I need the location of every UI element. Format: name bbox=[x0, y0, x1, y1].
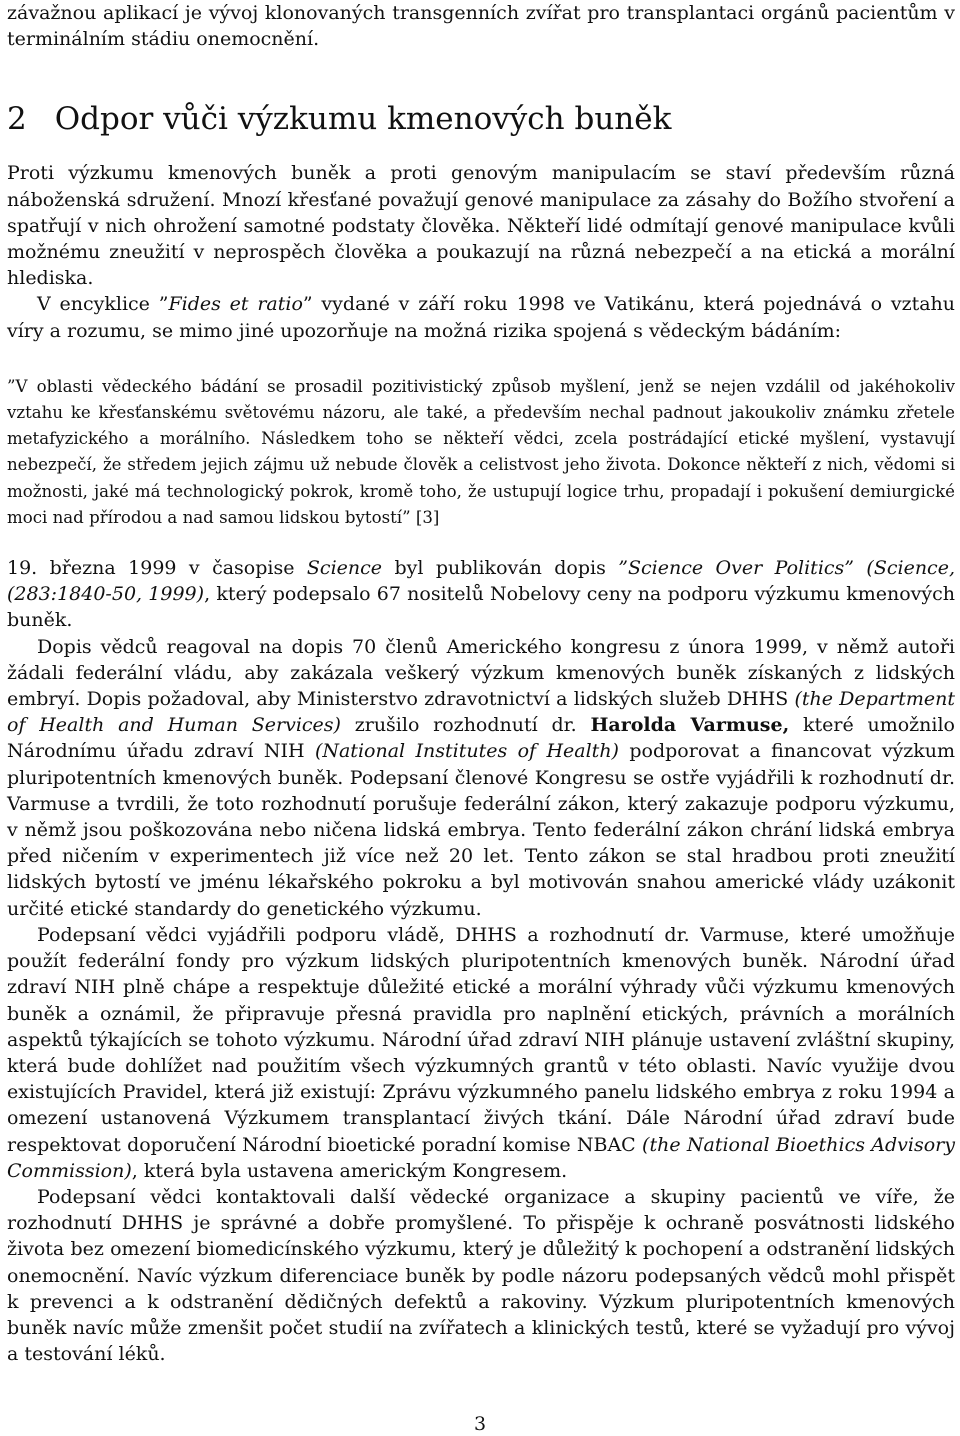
document-page bbox=[7, 0, 955, 1367]
p4-text-2: zrušilo rozhodnutí dr. bbox=[340, 714, 591, 737]
journal-name: Science bbox=[306, 557, 383, 580]
section-heading bbox=[7, 99, 955, 139]
intro-paragraph: závažnou aplikací je vývoj klonovaných transgenních zvířat pro transplantaci orgánů pacientům v terminálním stádiu onemocnění. bbox=[7, 2, 955, 51]
nbac-expansion: (the National Bioethics Advisory Commission) bbox=[7, 1133, 956, 1182]
section-title: Odpor vůči výzkumu kmenových buněk bbox=[54, 101, 672, 138]
p5-text-1: Podepsaní vědci vyjádřili podporu vládě, DHHS a rozhodnutí dr. Varmuse, které umožňuje použít federální fondy pro výzkum lidských pluripotentních kmenových buněk. Národní úřad zdraví NIH plně chápe a respektuje důležité etické a morální výhrady vůči výzkumu kmenových buněk a oznámil, že připravuje přesná pravidla pro naplnění etických, právních a morálních aspektů týkajících se tohoto výzkumu. Národní úřad zdraví NIH plánuje ustavení zvláštní skupiny, která bude dohlížet nad použitím všech výzkumných grantů v této oblasti. Navíc využije dvou existujících Pravidel, která již existují: Zprávu výzkumného panelu lidského embrya z roku 1994 a omezení ustanovená Výzkumem transplantací živých tkání. Dále Národní úřad zdraví bude respektovat doporučení Národní bioetické poradní komise NBAC bbox=[7, 923, 955, 1156]
paragraph-2 bbox=[7, 291, 955, 343]
p3-text-3: , který podepsalo 67 nositelů Nobelovy ceny na podporu výzkumu kmenových buněk. bbox=[7, 583, 955, 632]
p4-text-1: Dopis vědců reagoval na dopis 70 členů Amerického kongresu z února 1999, v němž autoři žádali federální vládu, aby zakázala veškerý výzkum kmenových buněk získaných z lidských embryí. Dopis požadoval, aby Ministerstvo zdravotnictví a lidských služeb DHHS bbox=[7, 635, 955, 711]
encyclical-quote: ”V oblasti vědeckého bádání se prosadil pozitivistický způsob myšlení, jenž se nejen vzdálil od jakéhokoliv vztahu ke křesťanskému světovému názoru, ale také, a především nechal padnout jakoukoliv známku zřetele metafyzického a morálního. Následkem toho se někteří vědci, zcela postrádající etické myšlení, vystavují nebezpečí, že středem jejich zájmu už nebude člověk a celistvost jeho života. Dokonce někteří z nich, vědomi si možnosti, jaké má technologický pokrok, kromě toho, že ustupují logice trhu, propadají i pokušení demiurgické moci nad přírodou a nad samou lidskou bytostí” [3] bbox=[7, 376, 955, 527]
p4-text-3: které umožnilo Národnímu úřadu zdraví NIH bbox=[7, 714, 955, 763]
paragraph-4 bbox=[7, 634, 955, 922]
section-number: 2 bbox=[7, 101, 27, 138]
p2-text-after: ” vydané v září roku 1998 ve Vatikánu, která pojednává o vztahu víry a rozumu, se mimo jiné upozorňuje na možná rizika spojená s vědeckým bádáním: bbox=[7, 293, 956, 342]
p2-text-before: V encyklice ” bbox=[37, 293, 169, 316]
nih-expansion: (National Institutes of Health) bbox=[314, 740, 619, 763]
paragraph-3 bbox=[7, 555, 955, 634]
dhhs-expansion: (the Department of Health and Human Services) bbox=[7, 688, 956, 737]
letter-citation: ”Science Over Politics” (Science, (283:1840-50, 1999) bbox=[7, 557, 955, 606]
p3-text-1: 19. března 1999 v časopise bbox=[7, 557, 307, 580]
paragraph-1: Proti výzkumu kmenových buněk a proti genovým manipulacím se staví především různá náboženská sdružení. Mnozí křesťané považují genové manipulace za zásahy do Božího stvoření a spatřují v nich ohrožení samotné podstaty člověka. Někteří lidé odmítají genové manipulace kvůli možnému zneužití v neprospěch člověka a poukazují na různá nebezpečí a na etická a morální hlediska. bbox=[7, 162, 955, 290]
page-number: 3 bbox=[473, 1413, 487, 1435]
p4-text-4: podporovat a financovat výzkum pluripotentních kmenových buněk. Podepsaní členové Kongresu se ostře vyjádřili k rozhodnutí dr. Varmuse a tvrdili, že toto rozhodnutí porušuje federální zákon, který zakazuje podporu výzkumu, v němž jsou poškozována nebo ničena lidská embrya. Tento federální zákon chrání lidská embrya před ničením v experimentech již více než 20 let. Tento zákon se stal hradbou proti zneužití lidských bytostí ve jménu lékařského pokroku a byl motivován snahou americké vlády uzákonit určité etické standardy do genetického výzkumu. bbox=[7, 740, 955, 920]
paragraph-5 bbox=[7, 922, 955, 1184]
p5-text-2: , která byla ustavena americkým Kongresem. bbox=[131, 1159, 568, 1182]
encyclical-title: Fides et ratio bbox=[168, 293, 303, 316]
p3-text-2: byl publikován dopis bbox=[382, 557, 619, 580]
varmus-name: Harolda Varmuse, bbox=[590, 714, 790, 737]
paragraph-6: Podepsaní vědci kontaktovali další vědecké organizace a skupiny pacientů ve víře, že rozhodnutí DHHS je správné a dobře promyšlené. To přispěje k ochraně posvátnosti lidského života bez omezení biomedicínského výzkumu, který je důležitý k pochopení a odstranění lidských onemocnění. Navíc výzkum diferenciace buněk by podle názoru podepsaných vědců mohl přispět k prevenci a k odstranění dědičných defektů a rakoviny. Výzkum pluripotentních kmenových buněk navíc může zmenšit počet studií na zvířatech a klinických testů, které se vyžadují pro vývoj a testování léků. bbox=[7, 1185, 955, 1366]
